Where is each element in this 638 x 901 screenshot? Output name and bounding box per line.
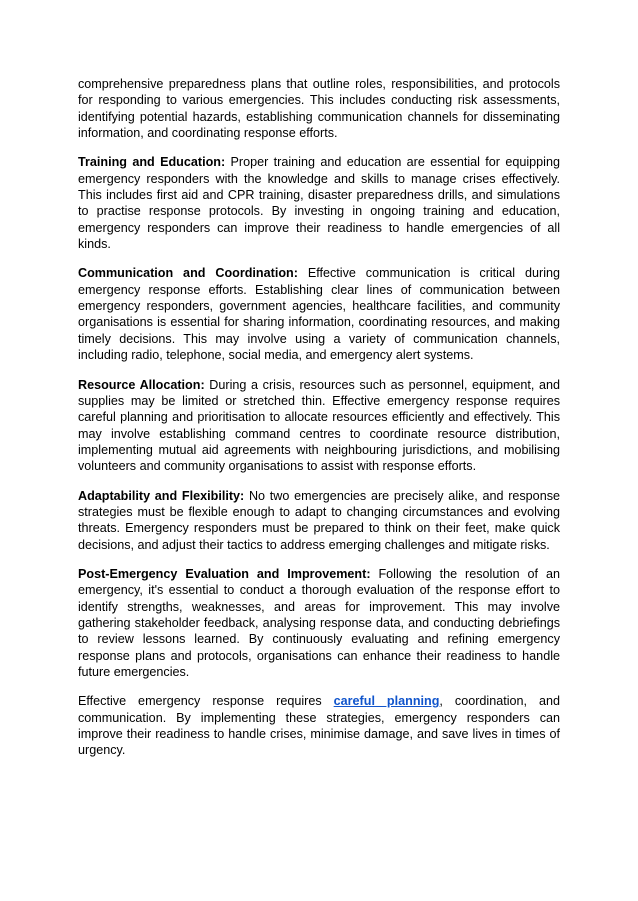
section-body: During a crisis, resources such as personnel, equipment, and supplies may be limited or stretched thin. Effective emergency response requires careful planning and prioritisation to allocate resources efficiently and effectively. This may involve establishing command centres to coordinate resource distribution, implementing mutual aid agreements with neighbouring jurisdictions, and mobilising volunteers and community organisations to assist with response efforts. <box>78 377 560 474</box>
document-page <box>78 76 560 772</box>
section-heading: Adaptability and Flexibility: <box>78 488 245 503</box>
section-body: Following the resolution of an emergency, it's essential to conduct a thorough evaluation of the response effort to identify strengths, weaknesses, and areas for improvement. This may involve gathering stakeholder feedback, analysing response data, and conducting debriefings to review lessons learned. By continuously evaluating and refining emergency response plans and protocols, organisations can enhance their readiness to handle future emergencies. <box>78 566 560 679</box>
section-communication-coordination <box>78 265 560 363</box>
conclusion-paragraph <box>78 693 560 758</box>
section-heading: Resource Allocation: <box>78 377 205 392</box>
section-heading: Communication and Coordination: <box>78 266 298 281</box>
section-post-emergency-evaluation <box>78 566 560 680</box>
conclusion-text-end: , coordination, and communication. By implementing these strategies, emergency responders can improve their readiness to handle crises, minimise damage, and save lives in times of urgency. <box>78 694 561 758</box>
section-heading: Post-Emergency Evaluation and Improvement: <box>78 566 371 581</box>
section-resource-allocation <box>78 377 560 475</box>
section-adaptability-flexibility <box>78 488 560 553</box>
section-body: No two emergencies are precisely alike, and response strategies must be flexible enough to adapt to changing circumstances and evolving threats. Emergency responders must be prepared to think on their feet, make quick decisions, and adjust their tactics to address emerging challenges and mitigate risks. <box>78 488 560 552</box>
section-body: Proper training and education are essential for equipping emergency responders with the knowledge and skills to manage crises effectively. This includes first aid and CPR training, disaster preparedness drills, and simulations to practise response protocols. By investing in ongoing training and education, emergency responders can improve their readiness to handle emergencies of all kinds. <box>78 155 560 252</box>
conclusion-text-start: Effective emergency response requires <box>78 694 334 709</box>
careful-planning-link[interactable]: careful planning <box>333 694 440 709</box>
section-training-education <box>78 154 560 252</box>
section-heading: Training and Education: <box>78 155 226 170</box>
intro-paragraph: comprehensive preparedness plans that outline roles, responsibilities, and protocols for responding to various emergencies. This includes conducting risk assessments, identifying potential hazards, establishing communication channels for disseminating information, and coordinating response efforts. <box>78 77 560 141</box>
section-body: Effective communication is critical during emergency response efforts. Establishing clear lines of communication between emergency responders, government agencies, healthcare facilities, and community organisations is essential for sharing information, coordinating resources, and making timely decisions. This may involve using a variety of communication channels, including radio, telephone, social media, and emergency alert systems. <box>78 266 560 363</box>
